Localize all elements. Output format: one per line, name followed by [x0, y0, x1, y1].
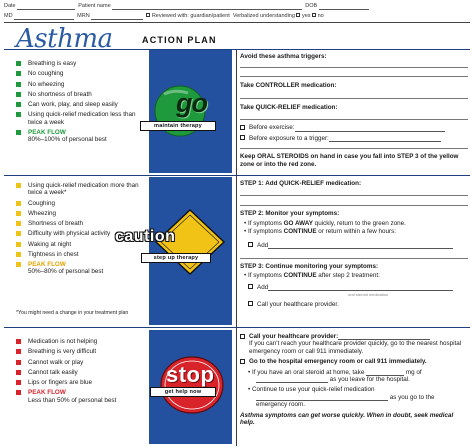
before-exercise-checkbox[interactable]: [240, 125, 245, 130]
green-bullet-icon: [16, 102, 21, 107]
green-zone-instructions: [240, 53, 468, 168]
peak-flow-item: PEAK FLOW Less than 50% of personal best: [14, 389, 150, 403]
continue-row: • If symptoms CONTINUE or return within a few hours:: [244, 228, 396, 236]
step1-field[interactable]: [240, 195, 468, 196]
call-provider-checkbox[interactable]: [248, 301, 253, 306]
red-bullet-icon: [16, 380, 21, 385]
red-zone-list: [14, 338, 150, 407]
add-checkbox[interactable]: [248, 242, 253, 247]
caution-badge-word: caution: [115, 228, 176, 245]
patient-name-label: Patient name: [78, 3, 111, 9]
yellow-bullet-icon: [16, 252, 21, 257]
cant-reach-text: If you can't reach your healthcare provider quickly, go to the nearest hospital emergency room or call 911 immediately.: [249, 340, 462, 355]
step1-label: STEP 1: Add QUICK-RELIEF medication:: [240, 180, 362, 187]
yellow-bullet-icon: [16, 262, 21, 267]
list-item: No coughing: [14, 70, 150, 77]
reviewed-checkbox[interactable]: [146, 13, 150, 17]
step2-label: STEP 2: Monitor your symptoms:: [240, 210, 340, 218]
add-row: Add: [240, 242, 468, 249]
list-item: Breathing is very difficult: [14, 348, 150, 355]
md-field[interactable]: [14, 14, 74, 20]
avoid-triggers-field[interactable]: [240, 67, 468, 68]
oral-steroid-row-2: as you leave for the hospital.: [240, 376, 468, 383]
avoid-triggers-label: Avoid these asthma triggers:: [240, 53, 327, 60]
list-item: Cannot walk or play: [14, 359, 150, 366]
before-trigger-row: Before exposure to a trigger:: [240, 135, 468, 142]
yellow-bullet-icon: [16, 211, 21, 216]
list-item: Waking at night: [14, 241, 150, 248]
green-bullet-icon: [16, 61, 21, 66]
column-divider: [236, 50, 237, 446]
quick-relief-field[interactable]: [240, 119, 468, 120]
warning-text: Asthma symptoms can get worse quickly. When in doubt, seek medical help.: [240, 411, 454, 427]
list-item: Using quick-relief medication less than twice a week: [14, 111, 150, 125]
red-bullet-icon: [16, 370, 21, 375]
list-item: Tightness in chest: [14, 251, 150, 258]
green-zone-list: [14, 60, 150, 146]
dob-label: DOB: [305, 3, 318, 9]
go-hospital-row: Go to the hospital emergency room or call 911 immediately.: [240, 358, 468, 365]
mrn-label: MRN: [77, 13, 90, 19]
controller-field[interactable]: [240, 98, 468, 99]
section-divider: [4, 49, 470, 50]
red-bullet-icon: [16, 360, 21, 365]
peak-flow-item: PEAK FLOW 50%–80% of personal best: [14, 261, 150, 275]
list-item: Shortness of breath: [14, 220, 150, 227]
call-provider-row: Call your healthcare provider.: [240, 301, 468, 308]
yellow-bullet-icon: [16, 231, 21, 236]
red-bullet-icon: [16, 390, 21, 395]
list-item: Medication is not helping: [14, 338, 150, 345]
list-item: Cannot talk easily: [14, 369, 150, 376]
date-field[interactable]: [17, 4, 75, 10]
yellow-bullet-icon: [16, 221, 21, 226]
dob-field[interactable]: [319, 4, 369, 10]
green-bullet-icon: [16, 92, 21, 97]
green-bullet-icon: [16, 130, 21, 135]
quick-relief-label: Take QUICK-RELIEF medication:: [240, 103, 338, 111]
patient-name-field[interactable]: [112, 4, 302, 10]
add2-checkbox[interactable]: [248, 284, 253, 289]
avoid-triggers-field-2[interactable]: [240, 76, 468, 77]
section-divider: [4, 327, 470, 328]
continue-quick-row-2: as you go to the: [240, 394, 468, 401]
go-badge-word: go: [176, 88, 207, 118]
yellow-bullet-icon: [16, 201, 21, 206]
continue-quick-row: • Continue to use your quick-relief medication: [248, 386, 375, 394]
emergency-room-text: emergency room.: [256, 401, 305, 409]
go-away-row: • If symptoms GO AWAY quickly, return to the green zone.: [244, 219, 406, 227]
step2-field[interactable]: [240, 258, 468, 259]
maintain-therapy-banner: maintain therapy: [140, 121, 216, 131]
oral-steroid-caption: oral steroid medication: [348, 292, 389, 298]
oral-steroid-row: • If you have an oral steroid at home, take mg of: [248, 368, 422, 376]
list-item: Breathing is easy: [14, 60, 150, 67]
verbalized-label: Verbalized understanding: [232, 13, 295, 19]
green-bullet-icon: [16, 71, 21, 76]
quick-relief-field-2[interactable]: [240, 148, 468, 149]
md-label: MD: [4, 13, 13, 19]
list-item: Wheezing: [14, 210, 150, 217]
action-plan-title: ACTION PLAN: [142, 35, 217, 45]
reviewed-label: Reviewed with: guardian/patient: [151, 13, 230, 19]
list-item: Using quick-relief medication more than twice a week*: [14, 182, 150, 196]
step3-label: STEP 3: Continue monitoring your symptoms:: [240, 263, 379, 271]
step1-field-2[interactable]: [240, 205, 468, 206]
stop-badge-word: stop: [166, 362, 215, 387]
green-bullet-icon: [16, 112, 21, 117]
list-item: No shortness of breath: [14, 91, 150, 98]
step-up-therapy-banner: step up therapy: [141, 253, 211, 263]
add2-row: Add: [240, 284, 468, 291]
mrn-field[interactable]: [91, 14, 143, 20]
red-zone-instructions: [240, 333, 468, 426]
add-field[interactable]: [268, 243, 453, 249]
before-trigger-checkbox[interactable]: [240, 135, 245, 140]
list-item: Coughing: [14, 200, 150, 207]
go-hospital-checkbox[interactable]: [240, 359, 245, 364]
asthma-logo: Asthma: [16, 24, 113, 54]
red-bullet-icon: [16, 339, 21, 344]
list-item: Lips or fingers are blue: [14, 379, 150, 386]
red-bullet-icon: [16, 349, 21, 354]
green-bullet-icon: [16, 82, 21, 87]
peak-flow-item: PEAK FLOW 80%–100% of personal best: [14, 129, 150, 143]
red-call-provider-checkbox[interactable]: [240, 334, 245, 339]
before-exercise-row: Before exercise:: [240, 124, 468, 131]
date-label: Date: [4, 3, 16, 9]
header-rule: [4, 22, 470, 23]
yellow-bullet-icon: [16, 242, 21, 247]
no-label: no: [317, 13, 324, 19]
no-checkbox[interactable]: [312, 13, 316, 17]
continue2-row: • If symptoms CONTINUE after step 2 treatment:: [244, 272, 380, 280]
get-help-now-banner: get help now: [150, 387, 216, 397]
list-item: Can work, play, and sleep easily: [14, 101, 150, 108]
yellow-bullet-icon: [16, 183, 21, 188]
yellow-footnote: *You might need a change in your treatment plan: [16, 310, 129, 316]
yes-label: yes: [301, 13, 311, 19]
call-provider-row: Call your healthcare provider:: [240, 333, 468, 340]
yellow-zone-instructions: [240, 180, 468, 308]
yes-checkbox[interactable]: [296, 13, 300, 17]
list-item: Difficulty with physical activity: [14, 230, 150, 237]
before-trigger-field[interactable]: [329, 136, 441, 142]
oral-steroid-name-field[interactable]: [256, 377, 328, 383]
before-exercise-field[interactable]: [295, 126, 445, 132]
section-divider: [4, 175, 470, 176]
controller-label: Take CONTROLLER medication:: [240, 82, 337, 90]
list-item: No wheezing: [14, 81, 150, 88]
oral-steroids-note: Keep ORAL STEROIDS on hand in case you fall into STEP 3 of the yellow zone or into the red zone.: [240, 153, 459, 168]
